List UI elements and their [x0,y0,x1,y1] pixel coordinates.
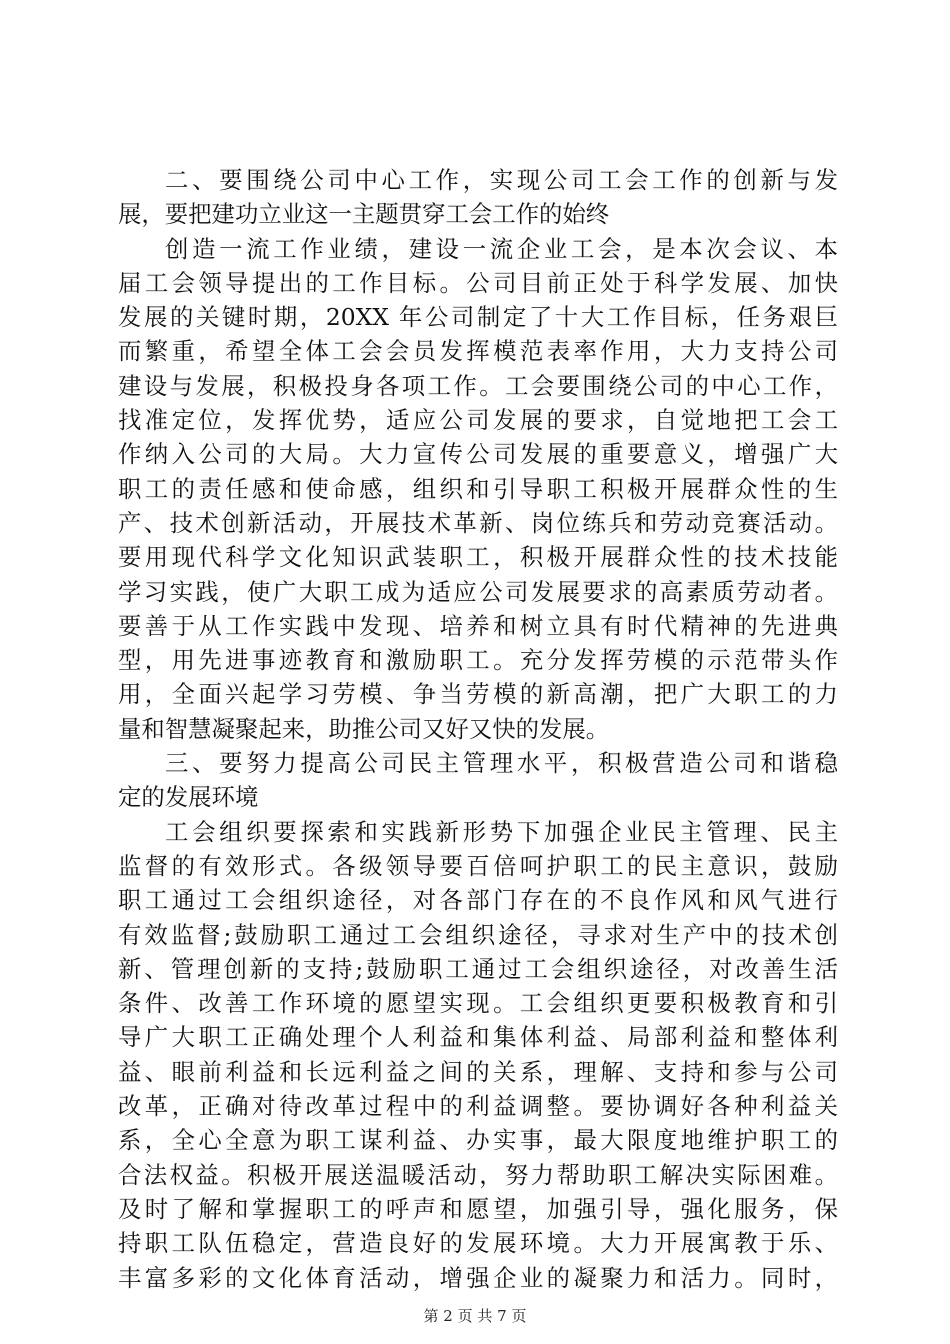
page-footer: 第 2 页 共 7 页 [423,1307,527,1325]
text-line: 职工通过工会组织途径，对各部门存在的不良作风和风气进行 [118,886,838,915]
text-line: 三、要努力提高公司民主管理水平，积极营造公司和谐稳 [165,749,838,778]
text-line: 及时了解和掌握职工的呼声和愿望，加强引导，强化服务，保 [118,1194,838,1223]
text-line: 用，全面兴起学习劳模、争当劳模的新高潮，把广大职工的力 [118,680,838,709]
text-line: 建设与发展，积极投身各项工作。工会要围绕公司的中心工作， [118,371,838,400]
text-line: 创造一流工作业绩，建设一流企业工会，是本次会议、本 [165,234,838,263]
text-line: 学习实践，使广大职工成为适应公司发展要求的高素质劳动者。 [118,577,838,606]
text-line: 定的发展环境 [118,783,259,812]
text-line: 要用现代科学文化知识武装职工，积极开展群众性的技术技能 [118,543,838,572]
text-line: 而繁重，希望全体工会会员发挥模范表率作用，大力支持公司 [118,337,838,366]
text-line: 要善于从工作实践中发现、培养和树立具有时代精神的先进典 [118,611,838,640]
text-line: 系，全心全意为职工谋利益、办实事，最大限度地维护职工的 [118,1126,838,1155]
text-line: 益、眼前利益和长远利益之间的关系，理解、支持和参与公司 [118,1057,838,1086]
text-line: 二、要围绕公司中心工作，实现公司工会工作的创新与发 [165,166,838,194]
text-line: 有效监督;鼓励职工通过工会组织途径，寻求对生产中的技术创 [118,920,838,949]
text-line: 持职工队伍稳定，营造良好的发展环境。大力开展寓教于乐、 [118,1229,838,1258]
text-line: 量和智慧凝聚起来，助推公司又好又快的发展。 [118,714,610,743]
text-line: 作纳入公司的大局。大力宣传公司发展的重要意义，增强广大 [118,440,838,469]
text-line: 工会组织要探索和实践新形势下加强企业民主管理、民主 [165,817,838,846]
text-line: 新、管理创新的支持;鼓励职工通过工会组织途径，对改善生活 [118,954,838,983]
text-line: 改革，正确对待改革过程中的利益调整。要协调好各种利益关 [118,1092,838,1121]
text-line: 职工的责任感和使命感，组织和引导职工积极开展群众性的生 [118,474,838,503]
text-line: 型，用先进事迹教育和激励职工。充分发挥劳模的示范带头作 [118,646,838,675]
text-line: 丰富多彩的文化体育活动，增强企业的凝聚力和活力。同时， [118,1263,838,1292]
text-line: 导广大职工正确处理个人利益和集体利益、局部利益和整体利 [118,1023,838,1052]
document-body [118,163,838,1295]
text-line: 条件、改善工作环境的愿望实现。工会组织更要积极教育和引 [118,989,838,1018]
text-line: 找准定位，发挥优势，适应公司发展的要求，自觉地把工会工 [118,406,838,435]
text-line: 届工会领导提出的工作目标。公司目前正处于科学发展、加快 [118,268,838,297]
text-line: 产、技术创新活动，开展技术革新、岗位练兵和劳动竞赛活动。 [118,508,838,537]
text-line: 合法权益。积极开展送温暖活动，努力帮助职工解决实际困难。 [118,1160,838,1189]
text-line: 监督的有效形式。各级领导要百倍呵护职工的民主意识，鼓励 [118,851,838,880]
text-line: 发展的关键时期，20XX 年公司制定了十大工作目标，任务艰巨 [118,303,838,332]
text-line: 展，要把建功立业这一主题贯穿工会工作的始终 [118,200,610,229]
